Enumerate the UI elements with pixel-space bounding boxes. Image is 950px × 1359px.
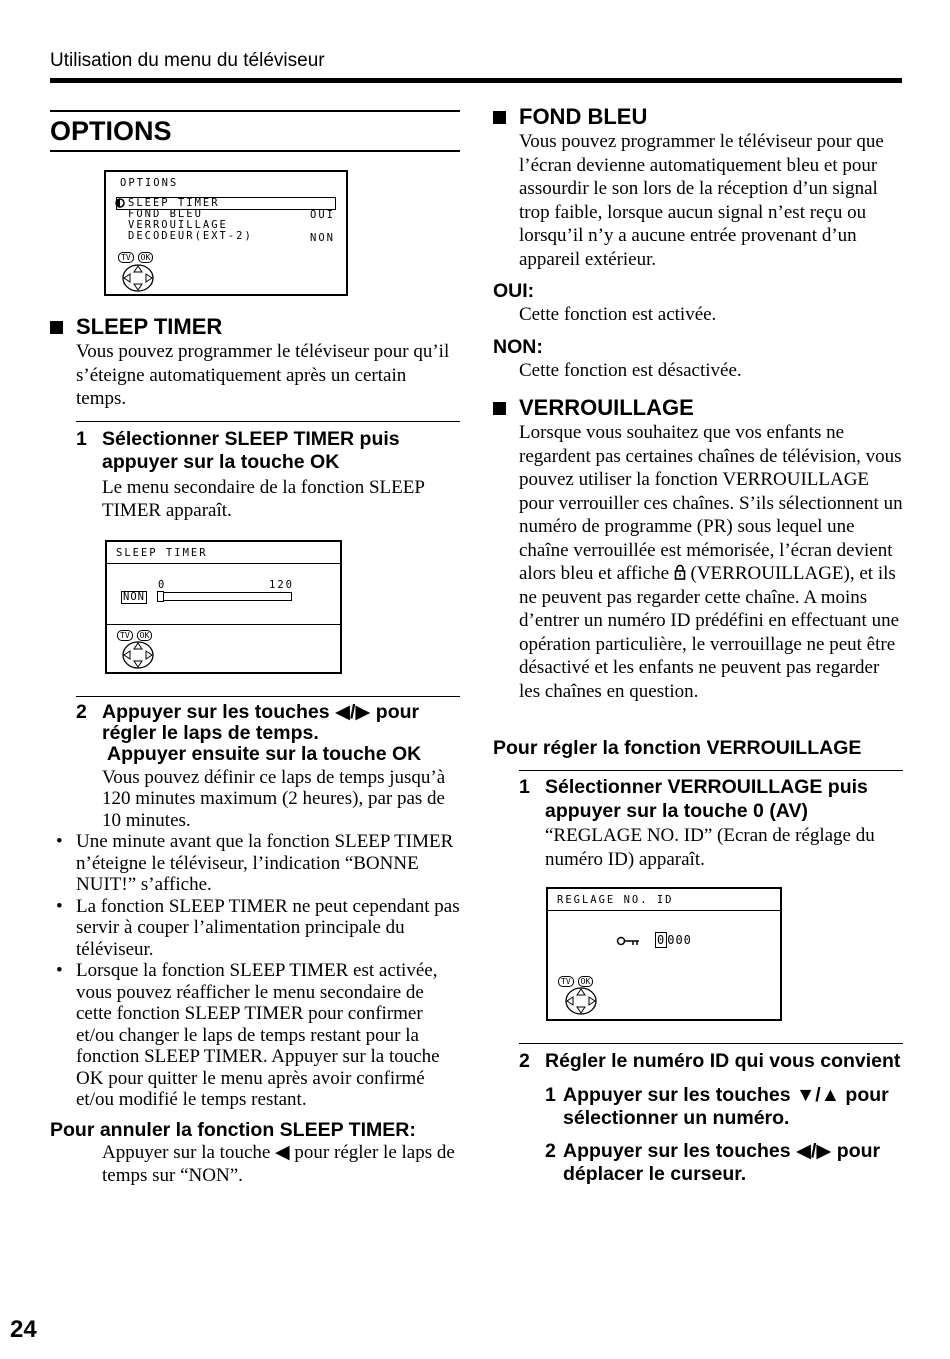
sleep-timer-heading-text: SLEEP TIMER xyxy=(76,314,223,339)
reglage-screen-title: REGLAGE NO. ID xyxy=(557,894,674,906)
key-labels xyxy=(118,252,157,263)
screen-divider xyxy=(107,563,340,564)
list-item: • La fonction SLEEP TIMER ne peut cependant pas servir à couper l’alimentation principale du téléviseur. xyxy=(56,895,460,960)
tv-key-label: TV xyxy=(558,976,574,987)
list-item: • Lorsque la fonction SLEEP TIMER est activée, vous pouvez réafficher le menu secondaire de cette fonction SLEEP TIMER pour confirmer et/ou changer le laps de temps restant pour la fonction SLEEP TIMER. Appuyer sur la touche OK pour quitter le menu après avoir confirmé et/ou modifié le temps restant. xyxy=(50,960,460,1111)
id-digit-cursor: 0 xyxy=(657,933,666,947)
verrouillage-heading xyxy=(493,395,903,421)
screen-divider xyxy=(548,910,780,911)
sleep-timer-intro: Vous pouvez programmer le téléviseur pour qu’il s’éteigne automatiquement après un certain temps. xyxy=(76,341,450,409)
selector-icon xyxy=(115,198,125,208)
verrouillage-heading-text: VERROUILLAGE xyxy=(519,395,694,420)
dpad-icon xyxy=(122,264,154,292)
running-header: Utilisation du menu du téléviseur xyxy=(50,50,325,71)
fond-bleu-non-label: NON: xyxy=(493,335,543,358)
sleep-screen-title: SLEEP TIMER xyxy=(116,546,208,559)
sleep-bar xyxy=(157,592,292,601)
sleep-step-2 xyxy=(76,702,460,765)
fond-bleu-heading xyxy=(493,104,903,130)
verrouillage-setup-heading: Pour régler la fonction VERROUILLAGE xyxy=(493,737,862,759)
substep-text: Appuyer sur les touches ◀/▶ pour déplacer le curseur. xyxy=(563,1139,881,1185)
verrouillage-intro-part-1: Lorsque vous souhaitez que vos enfants ne regardent pas certaines chaînes de télévision, vous pouvez utiliser la fonction VERROUILLAGE pour verrouiller ces chaînes. S’ils sélectionnent un numéro de programme (PR) sous lequel une chaîne verrouillée est mémorisée, l’écran devient alors bleu et affiche xyxy=(519,422,903,584)
dpad-icon xyxy=(122,641,154,669)
dpad-icon xyxy=(565,987,597,1015)
fond-bleu-oui-text: Cette fonction est activée. xyxy=(519,304,717,325)
bullet-square-icon xyxy=(50,321,63,334)
ok-key-label: OK xyxy=(578,976,594,987)
bullet-square-icon xyxy=(493,111,506,124)
sleep-step-1 xyxy=(76,428,460,474)
step-title: Régler le numéro ID qui vous convient xyxy=(545,1050,901,1072)
options-screen-title: OPTIONS xyxy=(120,177,179,189)
step-number: 1 xyxy=(76,427,87,450)
sleep-step-2-desc: Vous pouvez définir ce laps de temps jusqu’à 120 minutes maximum (2 heures), par pas de 10 minutes. xyxy=(102,766,446,831)
verrouillage-step-2 xyxy=(519,1050,903,1074)
verrouillage-substep-2 xyxy=(545,1140,903,1187)
right-column xyxy=(493,104,903,1187)
step-number: 2 xyxy=(76,700,87,723)
menu-item-verrouillage: VERROUILLAGE xyxy=(128,219,228,231)
menu-value-decodeur: NON xyxy=(310,232,335,244)
ok-key-label: OK xyxy=(137,630,153,641)
step-title: Sélectionner SLEEP TIMER puis appuyer sur la touche OK xyxy=(102,427,400,473)
key-labels xyxy=(117,630,156,641)
divider xyxy=(76,421,460,422)
verrouillage-intro-part-2: (VERROUILLAGE), et ils ne peuvent pas regarder cette chaîne. A moins d’entrer un numéro ID prédéfini en effectuant une opération particulière, le verrouillage ne peut être désactivé et les enfants ne peuvent pas regarder les chaînes en question. xyxy=(519,563,900,702)
ok-key-label: OK xyxy=(138,252,154,263)
id-digits xyxy=(655,934,692,947)
page-title-box xyxy=(50,110,460,152)
fond-bleu-oui-label: OUI: xyxy=(493,280,535,302)
key-icon xyxy=(616,936,640,946)
page-number: 24 xyxy=(10,1316,37,1343)
left-column xyxy=(50,110,460,1188)
sleep-max-label: 120 xyxy=(269,578,294,591)
sleep-step-1-desc: Le menu secondaire de la fonction SLEEP TIMER apparaît. xyxy=(102,476,425,521)
tv-key-label: TV xyxy=(117,630,133,641)
step-title xyxy=(102,702,460,765)
id-digits-rest: 000 xyxy=(667,933,692,947)
step-title: Sélectionner VERROUILLAGE puis appuyer sur la touche 0 (AV) xyxy=(545,776,868,822)
step-number: 1 xyxy=(519,776,530,798)
menu-item-fond-bleu: FOND BLEU xyxy=(128,208,203,220)
menu-value-fond-bleu: OUI xyxy=(310,209,335,221)
list-item: • Une minute avant que la fonction SLEEP TIMER n’éteigne le téléviseur, l’indication “BONNE NUIT!” s’affiche. xyxy=(50,831,460,896)
step-title-line-1: Appuyer sur les touches ◀/▶ pour régler le laps de temps. xyxy=(102,700,420,744)
fond-bleu-heading-text: FOND BLEU xyxy=(519,104,648,129)
fond-bleu-non-text: Cette fonction est désactivée. xyxy=(519,359,742,381)
sleep-value-label: NON xyxy=(123,590,145,603)
page-title: OPTIONS xyxy=(50,116,172,146)
menu-item-sleep-timer: SLEEP TIMER xyxy=(128,197,220,209)
fond-bleu-intro: Vous pouvez programmer le téléviseur pour que l’écran devienne automatiquement bleu et pour assourdir le son lors de la réception d’un signal trop faible, lorsque aucun signal n’est reçu ou lorsqu’il n’y a aucune entrée provenant d’un appareil extérieur. xyxy=(519,131,884,270)
bullet-square-icon xyxy=(493,402,506,415)
key-labels xyxy=(558,976,597,987)
sleep-step-2-bullets xyxy=(50,831,460,1111)
sleep-bar-marker xyxy=(157,591,164,602)
divider xyxy=(519,1043,903,1044)
substep-number: 1 xyxy=(545,1083,556,1106)
bullet-text: La fonction SLEEP TIMER ne peut cependant pas servir à couper l’alimentation principale du téléviseur. xyxy=(76,895,460,960)
verrouillage-intro xyxy=(519,421,903,703)
substep-number: 2 xyxy=(545,1139,556,1162)
bullet-text: Lorsque la fonction SLEEP TIMER est activée, vous pouvez réafficher le menu secondaire de cette fonction SLEEP TIMER pour confirmer et/ou changer le laps de temps restant pour la fonction SLEEP TIMER. Appuyer sur la touche OK pour quitter le menu après avoir confirmé et/ou modifié le temps restant. xyxy=(76,960,440,1110)
divider xyxy=(76,696,460,697)
screen-divider xyxy=(107,624,340,625)
verrouillage-substep-1 xyxy=(545,1084,903,1131)
menu-item-decodeur: DECODEUR(EXT-2) xyxy=(128,230,253,242)
tv-key-label: TV xyxy=(118,252,134,263)
header-rule xyxy=(50,78,902,83)
verrouillage-step-1-desc: “REGLAGE NO. ID” (Ecran de réglage du numéro ID) apparaît. xyxy=(545,825,875,870)
reglage-id-screen xyxy=(546,887,782,1021)
sleep-timer-heading xyxy=(50,314,460,340)
bullet-text: Une minute avant que la fonction SLEEP TIMER n’éteigne le téléviseur, l’indication “BONNE NUIT!” s’affiche. xyxy=(76,831,454,895)
sleep-min-label: 0 xyxy=(158,578,167,591)
options-screen xyxy=(104,170,348,296)
substep-text: Appuyer sur les touches ▼/▲ pour sélectionner un numéro. xyxy=(563,1083,889,1129)
step-title-line-2: Appuyer ensuite sur la touche OK xyxy=(107,742,422,765)
divider xyxy=(519,770,903,771)
sleep-cancel-heading: Pour annuler la fonction SLEEP TIMER: xyxy=(50,1118,416,1141)
sleep-cancel-text: Appuyer sur la touche ◀ pour régler le laps de temps sur “NON”. xyxy=(102,1141,455,1186)
sleep-timer-screen xyxy=(105,540,342,674)
step-number: 2 xyxy=(519,1050,530,1072)
verrouillage-step-1 xyxy=(519,775,903,823)
lock-icon xyxy=(674,564,686,580)
